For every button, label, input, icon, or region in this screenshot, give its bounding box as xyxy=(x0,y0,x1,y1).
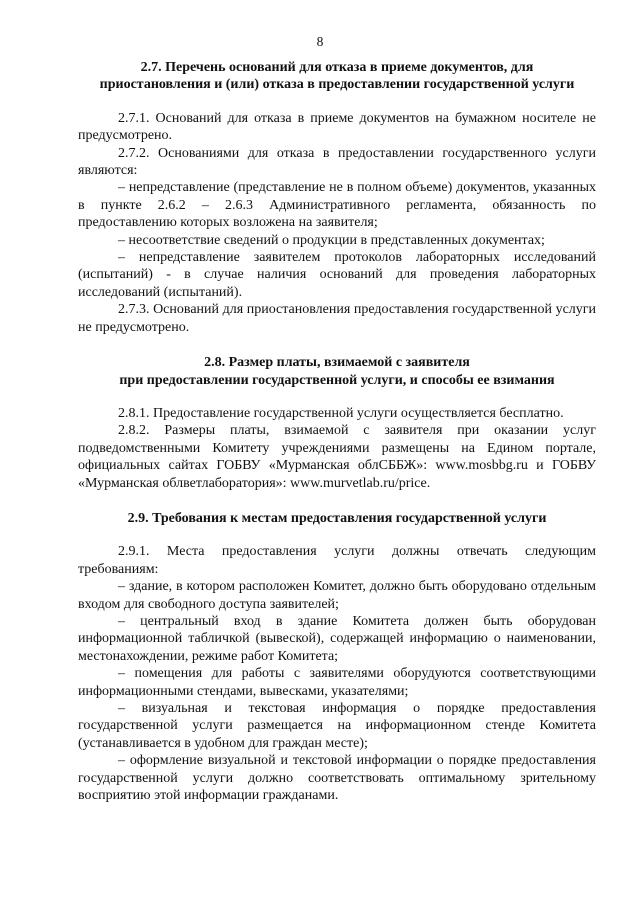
section-2-8 xyxy=(78,354,596,492)
paragraph-2-7-3: 2.7.3. Оснований для приостановления предоставления государственной услуги не предусмотрено. xyxy=(78,302,596,335)
list-item-requirement-4: – визуальная и текстовая информация о порядке предоставления государственной услуги размещается на информационном стенде Комитета (устанавливается в удобном для граждан месте); xyxy=(78,701,596,751)
paragraph-2-7-1: 2.7.1. Оснований для отказа в приеме документов на бумажном носителе не предусмотрено. xyxy=(78,110,596,144)
list-item-refusal-2: – несоответствие сведений о продукции в представленных документах; xyxy=(118,232,545,248)
list-item-requirement-3: – помещения для работы с заявителями оборудуются соответствующими информационными стендами, вывесками, указателями; xyxy=(78,666,596,699)
section-heading-2-7-line-2: приостановления и (или) отказа в предоставлении государственной услуги xyxy=(99,77,575,93)
paragraph-2-8-2: 2.8.2. Размеры платы, взимаемой с заявителя при оказании услуг подведомственными Комитету учреждениями размещены на Едином портале, официальных сайтах ГОБВУ «Мурманская облСББЖ»: www.mosbbg.ru и ГОБВУ «Мурманская облветлаборатория»: www.murvetlab.ru/price. xyxy=(78,423,596,491)
paragraph-2-9-1: 2.9.1. Места предоставления услуги должны отвечать следующим требованиям: xyxy=(78,544,596,577)
paragraph-2-8-1: 2.8.1. Предоставление государственной услуги осуществляется бесплатно. xyxy=(118,405,564,421)
list-item-requirement-5: – оформление визуальной и текстовой информации о порядке предоставления государственной услуги должно соответствовать оптимальному зрительному восприятию этой информации гражданами. xyxy=(78,753,596,804)
list-item-requirement-1: – здание, в котором расположен Комитет, должно быть оборудовано отдельным входом для свободного доступа заявителей; xyxy=(78,579,596,612)
page-number: 8 xyxy=(316,34,324,49)
section-heading-2-7-line-1: 2.7. Перечень оснований для отказа в приеме документов, для xyxy=(140,60,534,75)
section-heading-2-8-line-1: 2.8. Размер платы, взимаемой с заявителя xyxy=(204,355,470,371)
list-item-refusal-1: – непредставление (представление не в полном объеме) документов, указанных в пункте 2.6.2 – 2.6.3 Административного регламента, обязанность по предоставлению которых возложена на заявителя; xyxy=(78,180,596,231)
section-2-9 xyxy=(78,510,596,805)
list-item-requirement-2: – центральный вход в здание Комитета должен быть оборудован информационной табличкой (вывеской), содержащей информацию о наименовании, местонахождении, режиме работ Комитета; xyxy=(78,613,596,664)
section-heading-2-9: 2.9. Требования к местам предоставления государственной услуги xyxy=(127,510,547,526)
section-heading-2-8-line-2: при предоставлении государственной услуги, и способы ее взимания xyxy=(119,372,555,388)
section-2-7 xyxy=(78,59,596,336)
list-item-refusal-3: – непредставление заявителем протоколов лабораторных исследований (испытаний) - в случае наличия оснований для проведения лабораторных исследований (испытаний). xyxy=(78,250,596,300)
paragraph-2-7-2: 2.7.2. Основаниями для отказа в предоставлении государственного услуги являются: xyxy=(78,145,596,179)
document-body xyxy=(78,59,596,804)
